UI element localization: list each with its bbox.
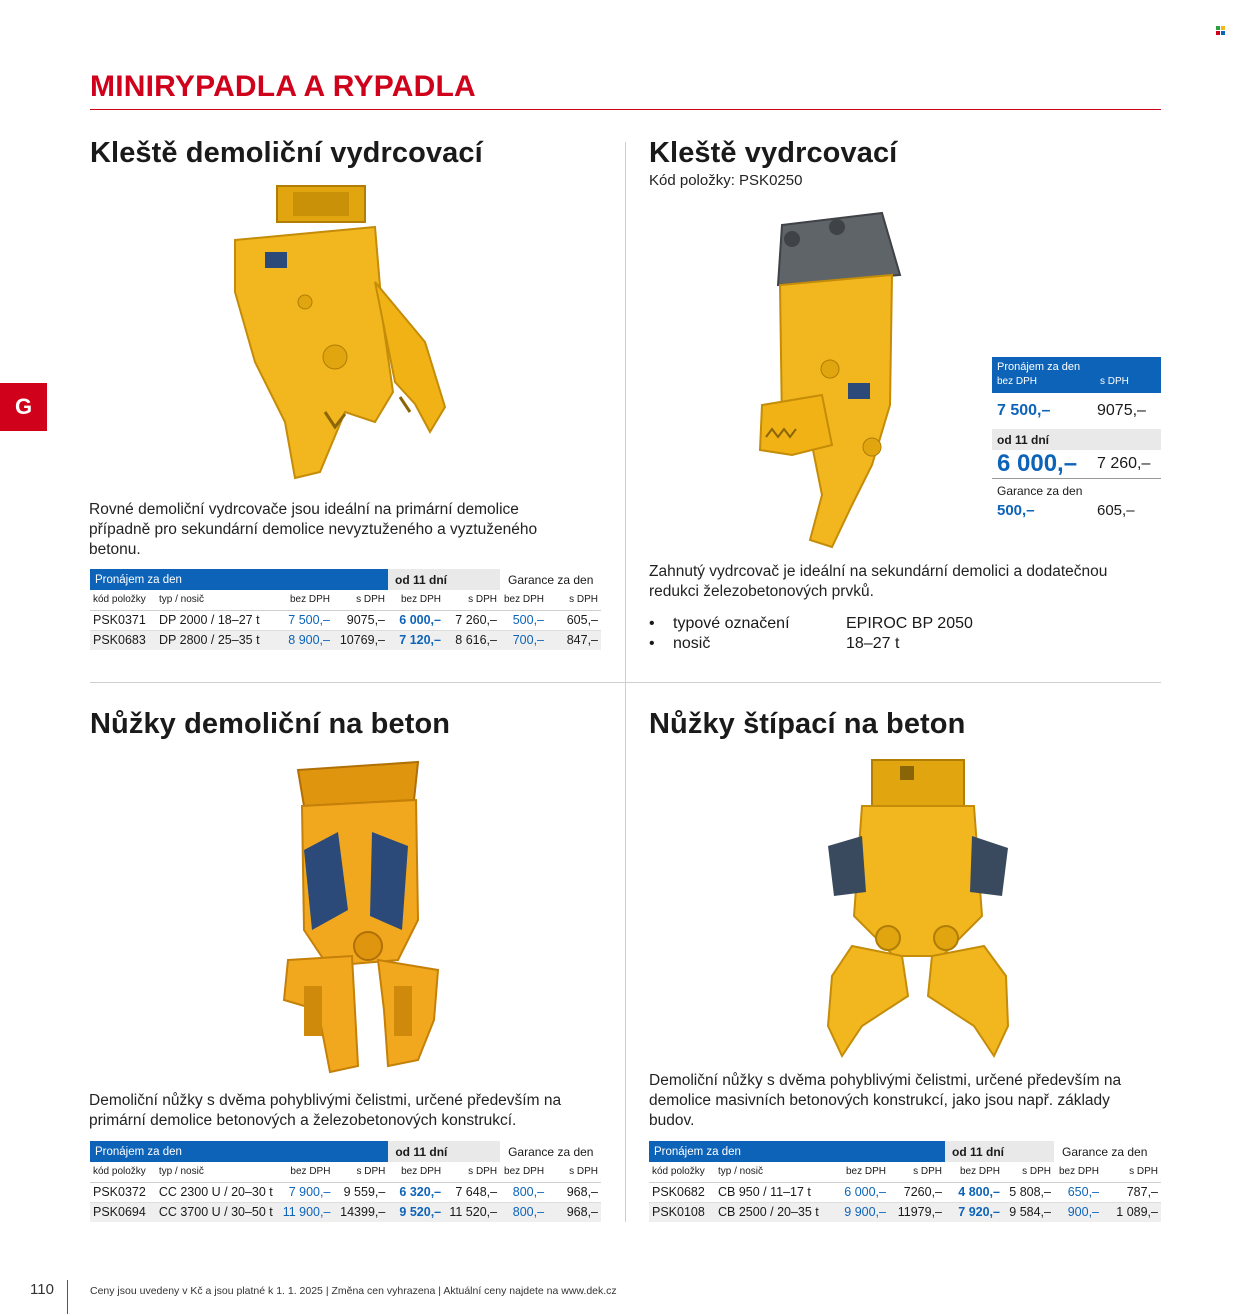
yellow-splitting-shear-icon bbox=[822, 756, 1014, 1062]
price-box-pulverizer bbox=[992, 357, 1161, 521]
col-incl: s DPH bbox=[889, 1162, 945, 1182]
group-rental: Pronájem za den bbox=[90, 569, 388, 590]
col-excl: bez DPH bbox=[280, 590, 333, 610]
col-code: kód položky bbox=[90, 1162, 156, 1182]
spec-label: nosič bbox=[673, 635, 711, 652]
section-title: Nůžky demoliční na beton bbox=[90, 708, 451, 740]
col-excl: bez DPH bbox=[837, 1162, 889, 1182]
d11-price-incl: 9 584,– bbox=[1003, 1202, 1054, 1222]
item-code: PSK0372 bbox=[90, 1182, 156, 1202]
spec-label: typové označení bbox=[673, 615, 790, 632]
guarantee-incl: 968,– bbox=[547, 1182, 601, 1202]
rental-label: Pronájem za den bbox=[997, 361, 1081, 373]
guarantee-excl: 700,– bbox=[500, 630, 547, 650]
guarantee-incl: 968,– bbox=[547, 1202, 601, 1222]
day-price-excl: 7 900,– bbox=[280, 1182, 334, 1202]
bullet: • bbox=[649, 615, 655, 632]
guarantee-incl: 847,– bbox=[547, 630, 601, 650]
page-title: MINIRYPADLA A RYPADLA bbox=[90, 70, 476, 103]
day-price-excl: 6 000,– bbox=[837, 1182, 889, 1202]
orange-demolition-shear-icon bbox=[268, 760, 448, 1074]
section-pulverizer bbox=[649, 137, 897, 189]
section-description: Rovné demoliční vydrcovače jsou ideální na primární demolice případně pro sekundární demolice nevyztuženého a vyztuženého betonu. bbox=[89, 501, 538, 558]
footer-divider bbox=[67, 1280, 68, 1314]
table-row bbox=[649, 1182, 1161, 1202]
section-description: Demoliční nůžky s dvěma pohyblivými čelistmi, určené především na demolice masivních betonových konstrukcí, jako jsou např. základy budov. bbox=[649, 1072, 1122, 1129]
day-price-incl: 9 559,– bbox=[333, 1182, 388, 1202]
d11-price-incl: 7 260,– bbox=[1097, 455, 1151, 472]
guarantee-incl: 787,– bbox=[1102, 1182, 1161, 1202]
demolition-crusher-image bbox=[225, 182, 450, 484]
group-11-days: od 11 dní bbox=[388, 569, 500, 590]
item-code: PSK0683 bbox=[90, 630, 156, 650]
col-type: typ / nosič bbox=[156, 1162, 280, 1182]
yellow-demolition-crusher-icon bbox=[225, 182, 450, 484]
col-type: typ / nosič bbox=[715, 1162, 837, 1182]
footer-note: Ceny jsou uvedeny v Kč a jsou platné k 1. 1. 2025 | Změna cen vyhrazena | Aktuální ceny najdete na www.dek.cz bbox=[90, 1285, 617, 1297]
group-rental: Pronájem za den bbox=[90, 1141, 388, 1162]
item-type: CB 950 / 11–17 t bbox=[715, 1182, 837, 1202]
section-tab[interactable]: G bbox=[0, 383, 47, 431]
guarantee-excl: 800,– bbox=[500, 1202, 547, 1222]
day-price-incl: 9075,– bbox=[1097, 402, 1146, 419]
col-incl: s DPH bbox=[444, 1162, 500, 1182]
d11-price-incl: 8 616,– bbox=[444, 630, 500, 650]
d11-price-incl: 11 520,– bbox=[444, 1202, 500, 1222]
col-incl: s DPH bbox=[333, 590, 388, 610]
item-type: CC 3700 U / 30–50 t bbox=[156, 1202, 280, 1222]
item-type: DP 2800 / 25–35 t bbox=[156, 630, 280, 650]
col-code: kód položky bbox=[90, 590, 156, 610]
item-code: PSK0694 bbox=[90, 1202, 156, 1222]
item-code: PSK0682 bbox=[649, 1182, 715, 1202]
price-table-demolition-shear bbox=[90, 1141, 601, 1222]
group-11-days: od 11 dní bbox=[945, 1141, 1054, 1162]
title-rule bbox=[90, 109, 1161, 110]
spec-value: EPIROC BP 2050 bbox=[846, 615, 973, 632]
guarantee-excl: 500,– bbox=[997, 501, 1035, 519]
guarantee-incl: 605,– bbox=[547, 610, 601, 630]
day-price-incl: 11979,– bbox=[889, 1202, 945, 1222]
d11-price-excl: 6 000,– bbox=[997, 450, 1078, 477]
col-excl: bez DPH bbox=[388, 1162, 444, 1182]
section-title: Kleště demoliční vydrcovací bbox=[90, 137, 483, 169]
section-description: Demoliční nůžky s dvěma pohyblivými čelistmi, určené především na primární demolice betonových a železobetonových konstrukcí. bbox=[89, 1092, 562, 1129]
price-table-splitting-shear bbox=[649, 1141, 1161, 1222]
d11-price-excl: 7 120,– bbox=[388, 630, 444, 650]
horizontal-divider bbox=[90, 682, 1161, 683]
brand-mark-icon bbox=[1216, 26, 1226, 36]
guarantee-excl: 800,– bbox=[500, 1182, 547, 1202]
col-incl: s DPH bbox=[444, 590, 500, 610]
d11-price-incl: 7 260,– bbox=[444, 610, 500, 630]
col-excl: bez DPH bbox=[388, 590, 444, 610]
group-rental: Pronájem za den bbox=[649, 1141, 945, 1162]
d11-price-excl: 6 320,– bbox=[388, 1182, 444, 1202]
yellow-pulverizer-icon bbox=[752, 205, 904, 551]
pulverizer-image bbox=[752, 205, 904, 551]
item-code: PSK0371 bbox=[90, 610, 156, 630]
d11-price-excl: 6 000,– bbox=[388, 610, 444, 630]
table-row bbox=[90, 630, 601, 650]
col-excl: bez DPH bbox=[500, 1162, 547, 1182]
guarantee-incl: 1 089,– bbox=[1102, 1202, 1161, 1222]
group-guarantee: Garance za den bbox=[508, 1144, 594, 1159]
table-row bbox=[90, 610, 601, 630]
section-title: Kleště vydrcovací bbox=[649, 137, 898, 169]
d11-label: od 11 dní bbox=[992, 429, 1161, 450]
spec-value: 18–27 t bbox=[846, 635, 900, 652]
col-excl: bez DPH bbox=[1054, 1162, 1102, 1182]
group-guarantee: Garance za den bbox=[508, 572, 594, 587]
section-demolition-shear bbox=[90, 708, 450, 741]
col-incl: s DPH bbox=[547, 590, 601, 610]
d11-price-excl: 4 800,– bbox=[945, 1182, 1003, 1202]
col-excl: bez DPH bbox=[997, 376, 1038, 387]
col-incl: s DPH bbox=[333, 1162, 388, 1182]
spec-list bbox=[649, 614, 973, 654]
col-excl: bez DPH bbox=[945, 1162, 1003, 1182]
day-price-incl: 7260,– bbox=[889, 1182, 945, 1202]
day-price-incl: 9075,– bbox=[333, 610, 388, 630]
day-price-excl: 7 500,– bbox=[997, 402, 1051, 419]
d11-price-incl: 7 648,– bbox=[444, 1182, 500, 1202]
col-code: kód položky bbox=[649, 1162, 715, 1182]
price-box-header bbox=[992, 357, 1161, 393]
day-price-incl: 10769,– bbox=[333, 630, 388, 650]
table-row bbox=[90, 1202, 601, 1222]
item-type: DP 2000 / 18–27 t bbox=[156, 610, 280, 630]
day-price-row bbox=[992, 393, 1161, 429]
guarantee-label: Garance za den bbox=[997, 484, 1083, 498]
demolition-shear-image bbox=[268, 760, 448, 1074]
guarantee-row bbox=[992, 499, 1161, 521]
group-11-days: od 11 dní bbox=[388, 1141, 500, 1162]
col-incl: s DPH bbox=[1100, 376, 1129, 387]
item-type: CB 2500 / 20–35 t bbox=[715, 1202, 837, 1222]
day-price-excl: 8 900,– bbox=[280, 630, 333, 650]
col-incl: s DPH bbox=[547, 1162, 601, 1182]
item-type: CC 2300 U / 20–30 t bbox=[156, 1182, 280, 1202]
d11-price-incl: 5 808,– bbox=[1003, 1182, 1054, 1202]
page-number: 110 bbox=[30, 1281, 54, 1298]
day-price-incl: 14399,– bbox=[333, 1202, 388, 1222]
guarantee-incl: 605,– bbox=[1097, 501, 1135, 519]
col-incl: s DPH bbox=[1102, 1162, 1161, 1182]
d11-price-excl: 7 920,– bbox=[945, 1202, 1003, 1222]
spec-item bbox=[649, 634, 973, 654]
section-splitting-shear bbox=[649, 708, 965, 741]
section-demolition-crusher bbox=[90, 137, 483, 170]
table-row bbox=[649, 1202, 1161, 1222]
day-price-excl: 11 900,– bbox=[280, 1202, 334, 1222]
day-price-excl: 9 900,– bbox=[837, 1202, 889, 1222]
day-price-excl: 7 500,– bbox=[280, 610, 333, 630]
col-excl: bez DPH bbox=[500, 590, 547, 610]
col-type: typ / nosič bbox=[156, 590, 280, 610]
col-incl: s DPH bbox=[1003, 1162, 1054, 1182]
group-guarantee: Garance za den bbox=[1062, 1144, 1148, 1159]
col-excl: bez DPH bbox=[280, 1162, 334, 1182]
d11-price-row bbox=[992, 450, 1161, 479]
section-description: Zahnutý vydrcovač je ideální na sekundární demolici a dodatečnou redukci železobetonových prvků. bbox=[649, 563, 1108, 600]
bullet: • bbox=[649, 635, 655, 652]
table-row bbox=[90, 1182, 601, 1202]
d11-price-excl: 9 520,– bbox=[388, 1202, 444, 1222]
splitting-shear-image bbox=[822, 756, 1014, 1062]
item-code-line: Kód položky: PSK0250 bbox=[649, 172, 803, 189]
price-table-demolition-crusher bbox=[90, 569, 601, 650]
item-code: PSK0108 bbox=[649, 1202, 715, 1222]
guarantee-excl: 500,– bbox=[500, 610, 547, 630]
section-title: Nůžky štípací na beton bbox=[649, 708, 966, 740]
guarantee-excl: 900,– bbox=[1054, 1202, 1102, 1222]
spec-item bbox=[649, 614, 973, 634]
guarantee-excl: 650,– bbox=[1054, 1182, 1102, 1202]
